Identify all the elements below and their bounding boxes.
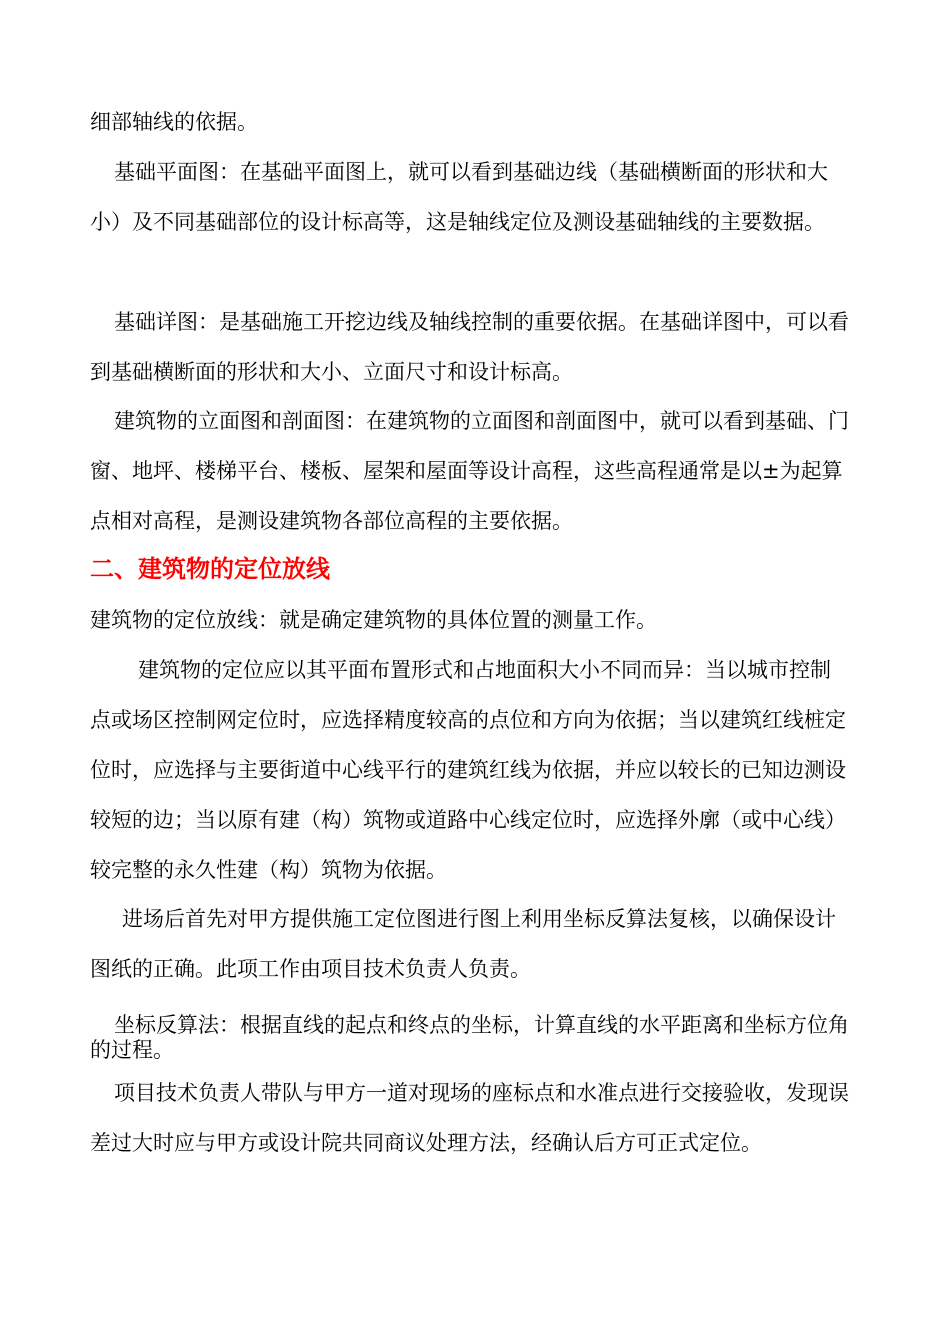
paragraph-verification: 进场后首先对甲方提供施工定位图进行图上利用坐标反算法复核，以确保设计图纸的正确。此项工作由项目技术负责人负责。 [90,907,836,981]
paragraph-positioning-basis: 建筑物的定位应以其平面布置形式和占地面积大小不同而异：当以城市控制点或场区控制网定位时，应选择精度较高的点位和方向为依据；当以建筑红线桩定位时，应选择与主要街道中心线平行的建筑红线为依据，并应以较长的已知边测设较短的边；当以原有建（构）筑物或道路中心线定位时，应选择外廓（或中心线）较完整的永久性建（构）筑物为依据。 [90,658,846,882]
paragraph-foundation-plan: 基础平面图：在基础平面图上，就可以看到基础边线（基础横断面的形状和大小）及不同基础部位的设计标高等，这是轴线定位及测设基础轴线的主要数据。 [90,160,828,234]
paragraph-elevation-section: 建筑物的立面图和剖面图：在建筑物的立面图和剖面图中，就可以看到基础、门窗、地坪、楼梯平台、楼板、屋架和屋面等设计高程，这些高程通常是以±为起算点相对高程，是测设建筑物各部位高程的主要依据。 [90,409,849,533]
paragraph-positioning-definition: 建筑物的定位放线：就是确定建筑物的具体位置的测量工作。 [90,608,657,632]
paragraph-foundation-detail: 基础详图：是基础施工开挖边线及轴线控制的重要依据。在基础详图中，可以看到基础横断面的形状和大小、立面尺寸和设计标高。 [90,310,849,384]
paragraph-handover-acceptance: 项目技术负责人带队与甲方一道对现场的座标点和水准点进行交接验收，发现误差过大时应与甲方或设计院共同商议处理方法，经确认后方可正式定位。 [90,1081,849,1155]
section-heading: 二、建筑物的定位放线 [90,554,330,583]
paragraph-inverse-calculation: 坐标反算法：根据直线的起点和终点的坐标，计算直线的水平距离和坐标方位角的过程。 [90,1013,849,1062]
paragraph-continuation: 细部轴线的依据。 [90,110,258,134]
